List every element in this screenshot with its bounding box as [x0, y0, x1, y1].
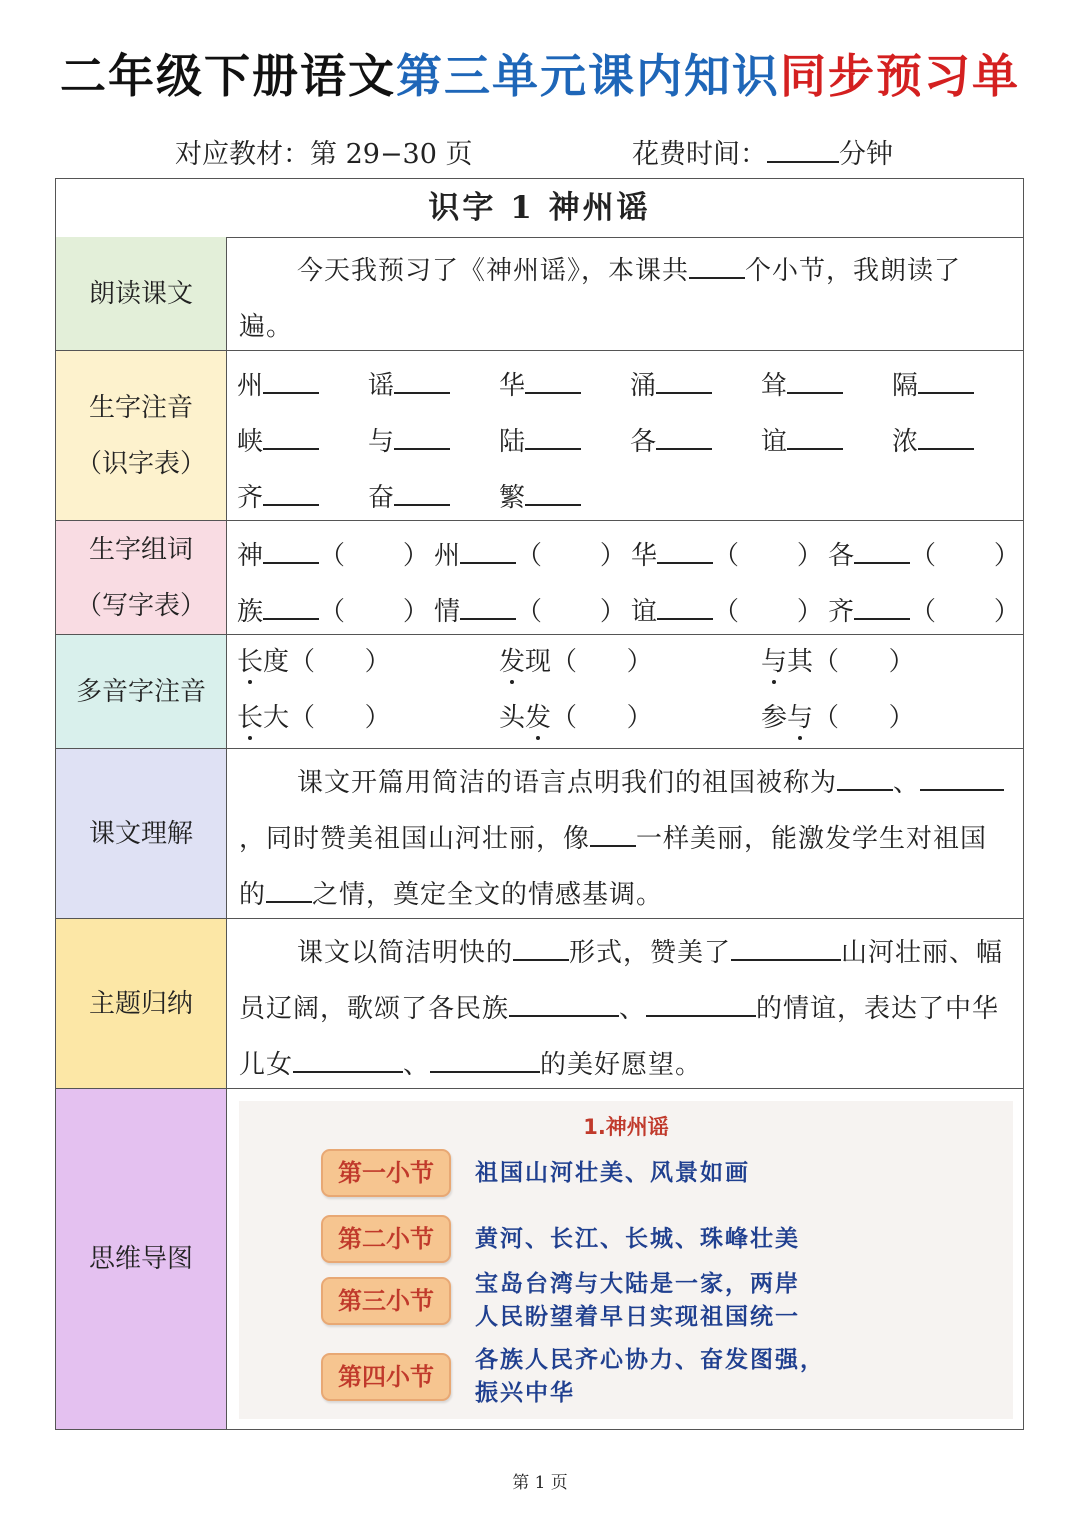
- row-theme: [56, 919, 1023, 1089]
- mindmap-section-button: 第四小节: [321, 1353, 451, 1401]
- char: 隔: [892, 371, 919, 401]
- word-item: [434, 535, 626, 572]
- blank[interactable]: [731, 937, 841, 961]
- pinyin-item: [237, 477, 319, 514]
- word-paren[interactable]: （ ）: [516, 597, 626, 627]
- char: 与: [368, 427, 395, 457]
- pinyin-blank[interactable]: [918, 370, 974, 394]
- char: 华: [499, 371, 526, 401]
- pinyin-item: [630, 421, 712, 458]
- char: 神: [237, 541, 264, 571]
- pinyin-item: [761, 421, 843, 458]
- pinyin-blank[interactable]: [525, 426, 581, 450]
- row-pinyin: [56, 351, 1023, 521]
- row-understanding: [56, 749, 1023, 919]
- pinyin-item: [368, 477, 450, 514]
- page-number: 第 1 页: [512, 1473, 568, 1493]
- char: 谣: [368, 371, 395, 401]
- blank[interactable]: [509, 993, 619, 1017]
- blank[interactable]: [689, 255, 745, 279]
- pinyin-blank[interactable]: [525, 370, 581, 394]
- pinyin-paren[interactable]: （ ）: [813, 703, 915, 733]
- dotted-char: 长: [237, 703, 264, 733]
- label-polyphone: 多音字注音: [56, 635, 227, 748]
- pinyin-blank[interactable]: [656, 370, 712, 394]
- pinyin-item: [630, 365, 712, 402]
- char: 族: [237, 597, 264, 627]
- mindmap-section-button: 第三小节: [321, 1277, 451, 1325]
- polyphone-item: [761, 641, 915, 678]
- mindmap-section-text: [475, 1268, 800, 1334]
- pinyin-blank[interactable]: [394, 482, 450, 506]
- word-item: [631, 535, 823, 572]
- pinyin-item: [892, 365, 974, 402]
- lesson-title: 识字 1 神州谣: [56, 179, 1023, 238]
- row-mindmap: [56, 1089, 1023, 1429]
- word-blank[interactable]: [460, 540, 516, 564]
- word-part: 头: [499, 703, 526, 733]
- word-blank[interactable]: [657, 596, 713, 620]
- label-pinyin: 生字注音 （识字表）: [56, 351, 227, 520]
- mindmap-title: 1.神州谣: [583, 1115, 669, 1139]
- word-blank[interactable]: [854, 540, 910, 564]
- word-item: [828, 535, 1020, 572]
- pinyin-paren[interactable]: （ ）: [289, 703, 391, 733]
- word-blank[interactable]: [657, 540, 713, 564]
- pinyin-paren[interactable]: （ ）: [551, 647, 653, 677]
- word-blank[interactable]: [263, 540, 319, 564]
- pinyin-blank[interactable]: [787, 426, 843, 450]
- row-polyphone: [56, 635, 1023, 749]
- label-mindmap: 思维导图: [56, 1089, 227, 1429]
- char: 齐: [828, 597, 855, 627]
- mindmap-line: 人民盼望着早日实现祖国统一: [475, 1304, 800, 1330]
- pinyin-blank[interactable]: [525, 482, 581, 506]
- row-reading: [56, 237, 1023, 351]
- polyphone-item: [761, 697, 915, 734]
- word-part: 参: [761, 703, 788, 733]
- pinyin-blank[interactable]: [263, 426, 319, 450]
- word-blank[interactable]: [854, 596, 910, 620]
- pinyin-item: [237, 421, 319, 458]
- pinyin-item: [368, 365, 450, 402]
- label-reading: 朗读课文: [56, 237, 227, 350]
- blank[interactable]: [920, 767, 1004, 791]
- polyphone-item: [499, 697, 653, 734]
- word-item: [631, 591, 823, 628]
- pinyin-paren[interactable]: （ ）: [289, 647, 391, 677]
- pinyin-item: [499, 477, 581, 514]
- dotted-char: 发: [499, 647, 526, 677]
- char: 州: [237, 371, 264, 401]
- dotted-char: 与: [761, 647, 788, 677]
- word-item: [237, 591, 429, 628]
- pinyin-blank[interactable]: [263, 482, 319, 506]
- blank[interactable]: [293, 1049, 403, 1073]
- blank[interactable]: [646, 993, 756, 1017]
- pinyin-blank[interactable]: [656, 426, 712, 450]
- time-spent: 花费时间： 分钟: [632, 139, 893, 170]
- char: 浓: [892, 427, 919, 457]
- pinyin-blank[interactable]: [263, 370, 319, 394]
- char: 华: [631, 541, 658, 571]
- char: 各: [630, 427, 657, 457]
- mindmap-line: 振兴中华: [475, 1380, 575, 1406]
- polyphone-item: [499, 641, 653, 678]
- blank[interactable]: [837, 767, 893, 791]
- pinyin-blank[interactable]: [918, 426, 974, 450]
- word-paren[interactable]: （ ）: [713, 597, 823, 627]
- pinyin-item: [499, 365, 581, 402]
- word-paren[interactable]: （ ）: [516, 541, 626, 571]
- label-understanding: 课文理解: [56, 749, 227, 918]
- mindmap-section-button: 第二小节: [321, 1215, 451, 1263]
- row-words: [56, 521, 1023, 635]
- pinyin-blank[interactable]: [394, 370, 450, 394]
- mindmap-image: [239, 1101, 1013, 1419]
- label-theme: 主题归纳: [56, 919, 227, 1088]
- char: 州: [434, 541, 461, 571]
- pinyin-item: [892, 421, 974, 458]
- understanding-text: 课文开篇用简洁的语言点明我们的祖国被称为 、，同时赞美祖国山河壮丽，像 一样美丽，能激发学生对祖国的 之情，奠定全文的情感基调。: [239, 755, 1013, 923]
- dotted-char: 发: [525, 703, 552, 733]
- page-title: 二年级下册语文第三单元课内知识同步预习单: [60, 49, 1020, 103]
- mindmap-line: 祖国山河壮美、风景如画: [475, 1159, 750, 1186]
- blank[interactable]: [513, 937, 569, 961]
- word-paren[interactable]: （ ）: [910, 541, 1020, 571]
- char: 陆: [499, 427, 526, 457]
- char: 涌: [630, 371, 657, 401]
- time-blank[interactable]: [767, 137, 839, 163]
- polyphone-item: [237, 697, 391, 734]
- mindmap-line: 宝岛台湾与大陆是一家，两岸: [475, 1271, 800, 1297]
- word-item: [237, 535, 429, 572]
- worksheet-table: [55, 178, 1024, 1430]
- pinyin-item: [368, 421, 450, 458]
- theme-text: 课文以简洁明快的 形式，赞美了 山河壮丽、幅员辽阔，歌颂了各民族 、 的情谊，表达了中华儿女 、 的美好愿望。: [239, 938, 1004, 1080]
- char: 峡: [237, 427, 264, 457]
- word-paren[interactable]: （ ）: [713, 541, 823, 571]
- mindmap-section-text: [475, 1157, 750, 1190]
- blank[interactable]: [590, 823, 636, 847]
- word-paren[interactable]: （ ）: [319, 541, 429, 571]
- mindmap-line: 黄河、长江、长城、珠峰壮美: [475, 1225, 800, 1252]
- char: 耸: [761, 371, 788, 401]
- mindmap-section-text: [475, 1223, 800, 1256]
- char: 奋: [368, 483, 395, 513]
- textbook-pages: 对应教材：第 29−30 页: [175, 139, 473, 170]
- pinyin-item: [761, 365, 843, 402]
- word-part: 现: [525, 647, 552, 677]
- pinyin-paren[interactable]: （ ）: [813, 647, 915, 677]
- word-paren[interactable]: （ ）: [319, 597, 429, 627]
- word-blank[interactable]: [263, 596, 319, 620]
- word-blank[interactable]: [460, 596, 516, 620]
- pinyin-item: [237, 365, 319, 402]
- blank[interactable]: [430, 1049, 540, 1073]
- char: 谊: [631, 597, 658, 627]
- word-part: 其: [787, 647, 814, 677]
- char: 各: [828, 541, 855, 571]
- char: 繁: [499, 483, 526, 513]
- mindmap-section-text: [475, 1344, 825, 1410]
- word-part: 大: [263, 703, 290, 733]
- polyphone-item: [237, 641, 391, 678]
- label-words: 生字组词 （写字表）: [56, 521, 227, 634]
- blank[interactable]: [266, 879, 312, 903]
- word-part: 度: [263, 647, 290, 677]
- char: 谊: [761, 427, 788, 457]
- pinyin-blank[interactable]: [394, 426, 450, 450]
- pinyin-blank[interactable]: [787, 370, 843, 394]
- pinyin-item: [499, 421, 581, 458]
- word-paren[interactable]: （ ）: [910, 597, 1020, 627]
- word-item: [828, 591, 1020, 628]
- pinyin-paren[interactable]: （ ）: [551, 703, 653, 733]
- mindmap-line: 各族人民齐心协力、奋发图强，: [475, 1347, 825, 1373]
- mindmap-section-button: 第一小节: [321, 1149, 451, 1197]
- dotted-char: 与: [787, 703, 814, 733]
- reading-text: 今天我预习了《神州谣》，本课共 个小节，我朗读了遍。: [239, 256, 962, 342]
- word-item: [434, 591, 626, 628]
- char: 齐: [237, 483, 264, 513]
- char: 情: [434, 597, 461, 627]
- dotted-char: 长: [237, 647, 264, 677]
